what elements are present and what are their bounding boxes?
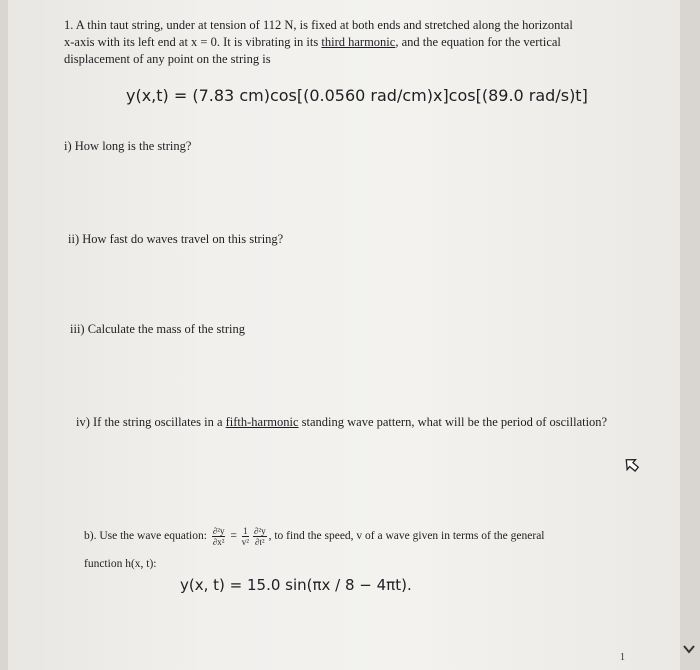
rhs-denominator: ∂t² — [254, 537, 265, 547]
part-b-tail: , to find the speed, v of a wave given in terms of the general — [268, 530, 545, 543]
lhs-numerator: ∂²y — [212, 526, 225, 536]
page-number: 1 — [620, 652, 625, 663]
displacement-equation: y(x,t) = (7.83 cm)cos[(0.0560 rad/cm)x]cos[(89.0 rad/s)t] — [126, 86, 588, 105]
rhs-coef-denominator: v² — [241, 537, 249, 547]
problem-intro-line-2-b: , and the equation for the vertical — [395, 35, 561, 49]
problem-intro-line-1: 1. A thin taut string, under at tension of 112 N, is fixed at both ends and stretched along the horizontal — [64, 18, 573, 32]
third-harmonic-text: third harmonic — [321, 35, 396, 49]
wave-function-equation: y(x, t) = 15.0 sin(πx / 8 − 4πt). — [180, 576, 412, 594]
rhs-coefficient — [242, 526, 249, 547]
mouse-pointer-icon — [620, 456, 642, 480]
question-iv-b: standing wave pattern, what will be the period of oscillation? — [298, 415, 608, 429]
problem-intro-line-2-a: x-axis with its left end at x = 0. It is vibrating in its — [64, 35, 322, 49]
problem-intro-line-2 — [64, 35, 561, 50]
chevron-down-icon[interactable] — [682, 640, 696, 660]
question-ii: ii) How fast do waves travel on this string? — [68, 232, 284, 246]
lhs-fraction — [212, 526, 226, 547]
question-iii: iii) Calculate the mass of the string — [70, 322, 245, 336]
fifth-harmonic-text: fifth-harmonic — [225, 415, 299, 429]
question-i: i) How long is the string? — [64, 139, 192, 153]
part-b-line-2: function h(x, t): — [84, 558, 157, 570]
equals-sign: = — [230, 530, 237, 543]
rhs-numerator: ∂²y — [253, 526, 266, 536]
question-iv-a: iv) If the string oscillates in a — [76, 415, 226, 429]
document-page — [8, 0, 680, 670]
rhs-fraction — [253, 526, 267, 547]
problem-intro-line-3: displacement of any point on the string is — [64, 52, 271, 66]
part-b-line-1 — [84, 526, 545, 547]
part-b-lead: b). Use the wave equation: — [84, 530, 207, 543]
lhs-denominator: ∂x² — [212, 537, 225, 547]
rhs-coef-numerator: 1 — [243, 526, 248, 536]
question-iv — [76, 415, 607, 430]
